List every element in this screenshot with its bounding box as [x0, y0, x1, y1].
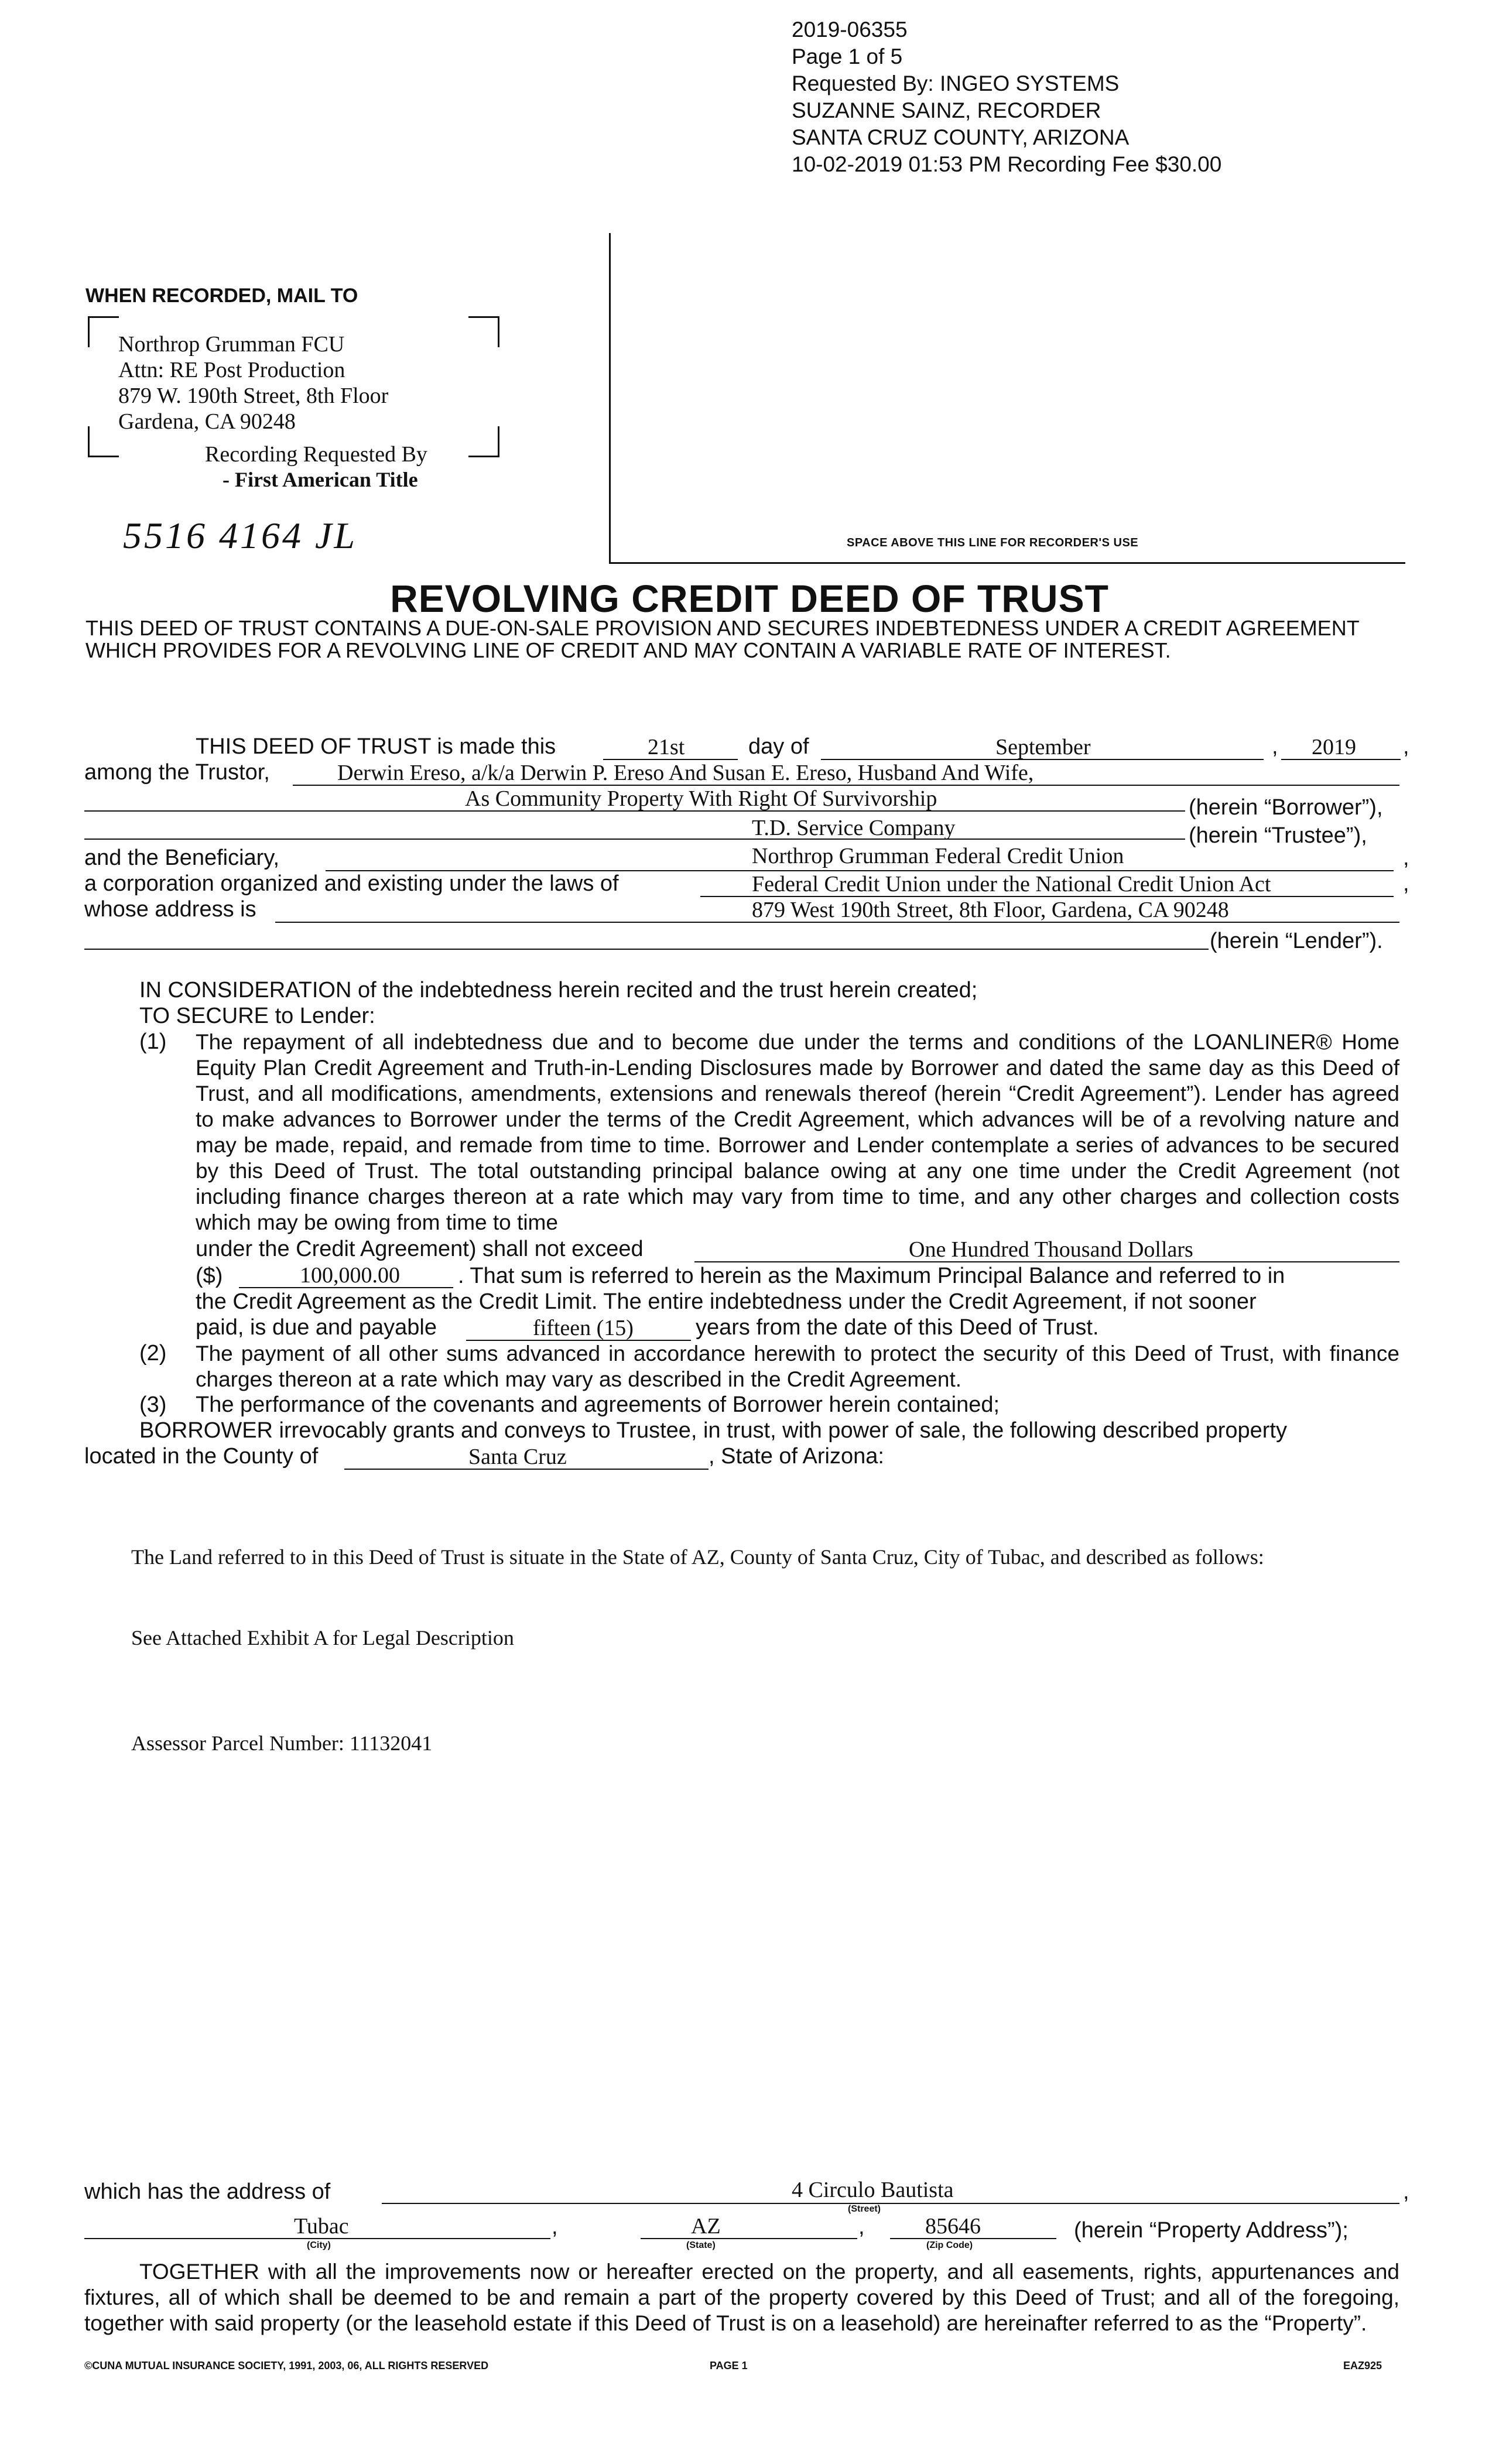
paid-due-label: paid, is due and payable	[196, 1315, 437, 1340]
dollar-label: ($)	[196, 1264, 223, 1288]
land-description: The Land referred to in this Deed of Trust is situate in the State of AZ, County of Santa Cruz, City of Tubac, and described as follows:	[131, 1545, 1264, 1569]
copyright-notice: ©CUNA MUTUAL INSURANCE SOCIETY, 1991, 2003, 06, ALL RIGHTS RESERVED	[84, 2360, 489, 2371]
handwritten-order-number: 5516 4164 JL	[123, 515, 357, 556]
city-value: Tubac	[294, 2214, 349, 2239]
item-number: (3)	[139, 1392, 167, 1417]
county-value: Santa Cruz	[468, 1445, 567, 1469]
comma: ,	[552, 2215, 558, 2239]
mail-to-line: Attn: RE Post Production	[118, 358, 345, 382]
bracket-bottom-right	[468, 426, 499, 457]
recording-header	[792, 16, 1221, 178]
document-number: 2019-06355	[792, 18, 908, 42]
trustee-value: T.D. Service Company	[752, 816, 956, 840]
zip-caption: (Zip Code)	[926, 2240, 973, 2250]
beneficiary-label: and the Beneficiary,	[84, 846, 280, 870]
not-exceed-label: under the Credit Agreement) shall not exceed	[196, 1237, 644, 1261]
max-principal-text: . That sum is referred to herein as the Maximum Principal Balance and referred to in	[458, 1264, 1285, 1288]
credit-limit-text: the Credit Agreement as the Credit Limit. The entire indebtedness under the Credit Agreement, if not sooner	[196, 1289, 1257, 1314]
street-line	[382, 2203, 1399, 2204]
recorder-space-divider-horizontal	[609, 562, 1405, 564]
lender-line	[84, 949, 1209, 950]
mail-to-line: Gardena, CA 90248	[118, 409, 296, 434]
city-caption: (City)	[307, 2240, 331, 2250]
item-2-text: The payment of all other sums advanced in accordance herewith to protect the security of this Deed of Trust, with finance charges thereon at a rate which may vary as described in the Credit Agreement.	[196, 1341, 1399, 1391]
amount-words-value: One Hundred Thousand Dollars	[909, 1237, 1193, 1262]
lender-address-value: 879 West 190th Street, 8th Floor, Gardena, CA 90248	[752, 898, 1229, 922]
exhibit-reference: See Attached Exhibit A for Legal Description	[131, 1626, 514, 1649]
day-value: 21st	[648, 735, 685, 759]
made-this-label: THIS DEED OF TRUST is made this	[196, 734, 556, 759]
day-of-label: day of	[748, 734, 809, 759]
first-american-title: - First American Title	[223, 468, 418, 491]
document-subtitle: THIS DEED OF TRUST CONTAINS A DUE-ON-SALE PROVISION AND SECURES INDEBTEDNESS UNDER A CREDIT AGREEMENT WHICH PROVIDES FOR A REVOLVING LINE OF CREDIT AND MAY CONTAIN A VARIABLE RATE OF INTEREST.	[85, 616, 1360, 662]
bracket-top-right	[468, 316, 499, 347]
trustor-value-2: As Community Property With Right Of Survivorship	[465, 786, 937, 811]
state-of-label: , State of Arizona:	[709, 1444, 884, 1469]
mail-to-address	[118, 331, 388, 434]
item-3-text: The performance of the covenants and agreements of Borrower herein contained;	[196, 1392, 1000, 1417]
consideration-line: IN CONSIDERATION of the indebtedness herein recited and the trust herein created;	[139, 978, 978, 1002]
years-value: fifteen (15)	[533, 1316, 634, 1340]
among-trustor-label: among the Trustor,	[84, 760, 270, 785]
zip-value: 85646	[925, 2214, 981, 2239]
comma: ,	[1403, 871, 1409, 896]
comma: ,	[1403, 846, 1409, 870]
page-number: PAGE 1	[710, 2360, 748, 2371]
comma: ,	[1272, 734, 1278, 759]
state-value: AZ	[691, 2214, 721, 2239]
bracket-bottom-left	[88, 426, 119, 457]
together-paragraph: TOGETHER with all the improvements now or hereafter erected on the property, and all easements, rights, appurtenances and fixtures, all of which shall be deemed to be and remain a part of the property covered by this Deed of Trust; and all of the foregoing, together with said property (or the leasehold estate if this Deed of Trust is on a leasehold) are hereinafter referred to as the “Property”.	[84, 2260, 1399, 2335]
recorder-space-divider-vertical	[609, 233, 611, 562]
whose-address-label: whose address is	[84, 897, 256, 922]
recorder-name: SUZANNE SAINZ, RECORDER	[792, 98, 1101, 122]
recording-requested-by: Recording Requested By	[205, 442, 427, 467]
amount-num-value: 100,000.00	[300, 1263, 400, 1288]
state-caption: (State)	[686, 2240, 716, 2250]
borrower-grants-text: BORROWER irrevocably grants and conveys to Trustee, in trust, with power of sale, the following described property	[139, 1418, 1287, 1443]
comma: ,	[1403, 2179, 1409, 2204]
mail-to-line: 879 W. 190th Street, 8th Floor	[118, 384, 389, 408]
which-has-address-label: which has the address of	[84, 2179, 331, 2204]
item-number: (2)	[139, 1341, 167, 1366]
assessor-parcel-number: Assessor Parcel Number: 11132041	[131, 1731, 433, 1755]
recording-timestamp-fee: 10-02-2019 01:53 PM Recording Fee $30.00	[792, 152, 1222, 176]
mail-to-heading: WHEN RECORDED, MAIL TO	[85, 285, 358, 307]
beneficiary-value: Northrop Grumman Federal Credit Union	[752, 844, 1124, 868]
item-1-text: The repayment of all indebtedness due and to become due under the terms and conditions of the LOANLINER® Home Equity Plan Credit Agreement and Truth-in-Lending Disclosures made by Borrower and dated the same day as this Deed of Trust, and all modifications, amendments, extensions and renewals thereof (herein “Credit Agreement”). Lender has agreed to make advances to Borrower under the terms of the Credit Agreement, which advances will be of a revolving nature and may be made, repaid, and remade from time to time. Borrower and Lender contemplate a series of advances to be secured by this Deed of Trust. The total outstanding principal balance owing at any one time under the Credit Agreement (not including finance charges thereon at a rate which may vary from time to time, and any other charges and collection costs which may be owing from time to time	[196, 1030, 1399, 1234]
to-secure-line: TO SECURE to Lender:	[139, 1004, 375, 1028]
comma: ,	[1403, 734, 1409, 759]
state-line	[641, 2238, 857, 2239]
document-title: REVOLVING CREDIT DEED OF TRUST	[390, 577, 1109, 620]
form-code: EAZ925	[1343, 2360, 1382, 2371]
laws-value: Federal Credit Union under the National Credit Union Act	[752, 872, 1271, 896]
mail-to-line: Northrop Grumman FCU	[118, 332, 345, 357]
year-value: 2019	[1312, 735, 1356, 759]
herein-borrower-label: (herein “Borrower”),	[1189, 795, 1383, 820]
street-value: 4 Circulo Bautista	[792, 2178, 954, 2202]
street-caption: (Street)	[848, 2204, 881, 2214]
county-name: SANTA CRUZ COUNTY, ARIZONA	[792, 125, 1130, 149]
page-count: Page 1 of 5	[792, 45, 903, 69]
month-value: September	[995, 735, 1091, 759]
item-number: (1)	[139, 1029, 167, 1054]
bracket-top-left	[88, 316, 119, 347]
corp-organized-label: a corporation organized and existing under the laws of	[84, 871, 619, 896]
trustee-line	[84, 839, 1185, 840]
herein-property-label: (herein “Property Address”);	[1074, 2218, 1349, 2243]
comma: ,	[858, 2215, 865, 2239]
herein-trustee-label: (herein “Trustee”),	[1189, 823, 1367, 848]
herein-lender-label: (herein “Lender”).	[1210, 929, 1383, 953]
located-county-label: located in the County of	[84, 1444, 319, 1469]
trustor-value-1: Derwin Ereso, a/k/a Derwin P. Ereso And Susan E. Ereso, Husband And Wife,	[337, 761, 1034, 785]
requested-by: Requested By: INGEO SYSTEMS	[792, 71, 1120, 95]
recorder-space-note: SPACE ABOVE THIS LINE FOR RECORDER'S USE	[847, 536, 1139, 549]
years-from-label: years from the date of this Deed of Trust.	[696, 1315, 1099, 1340]
